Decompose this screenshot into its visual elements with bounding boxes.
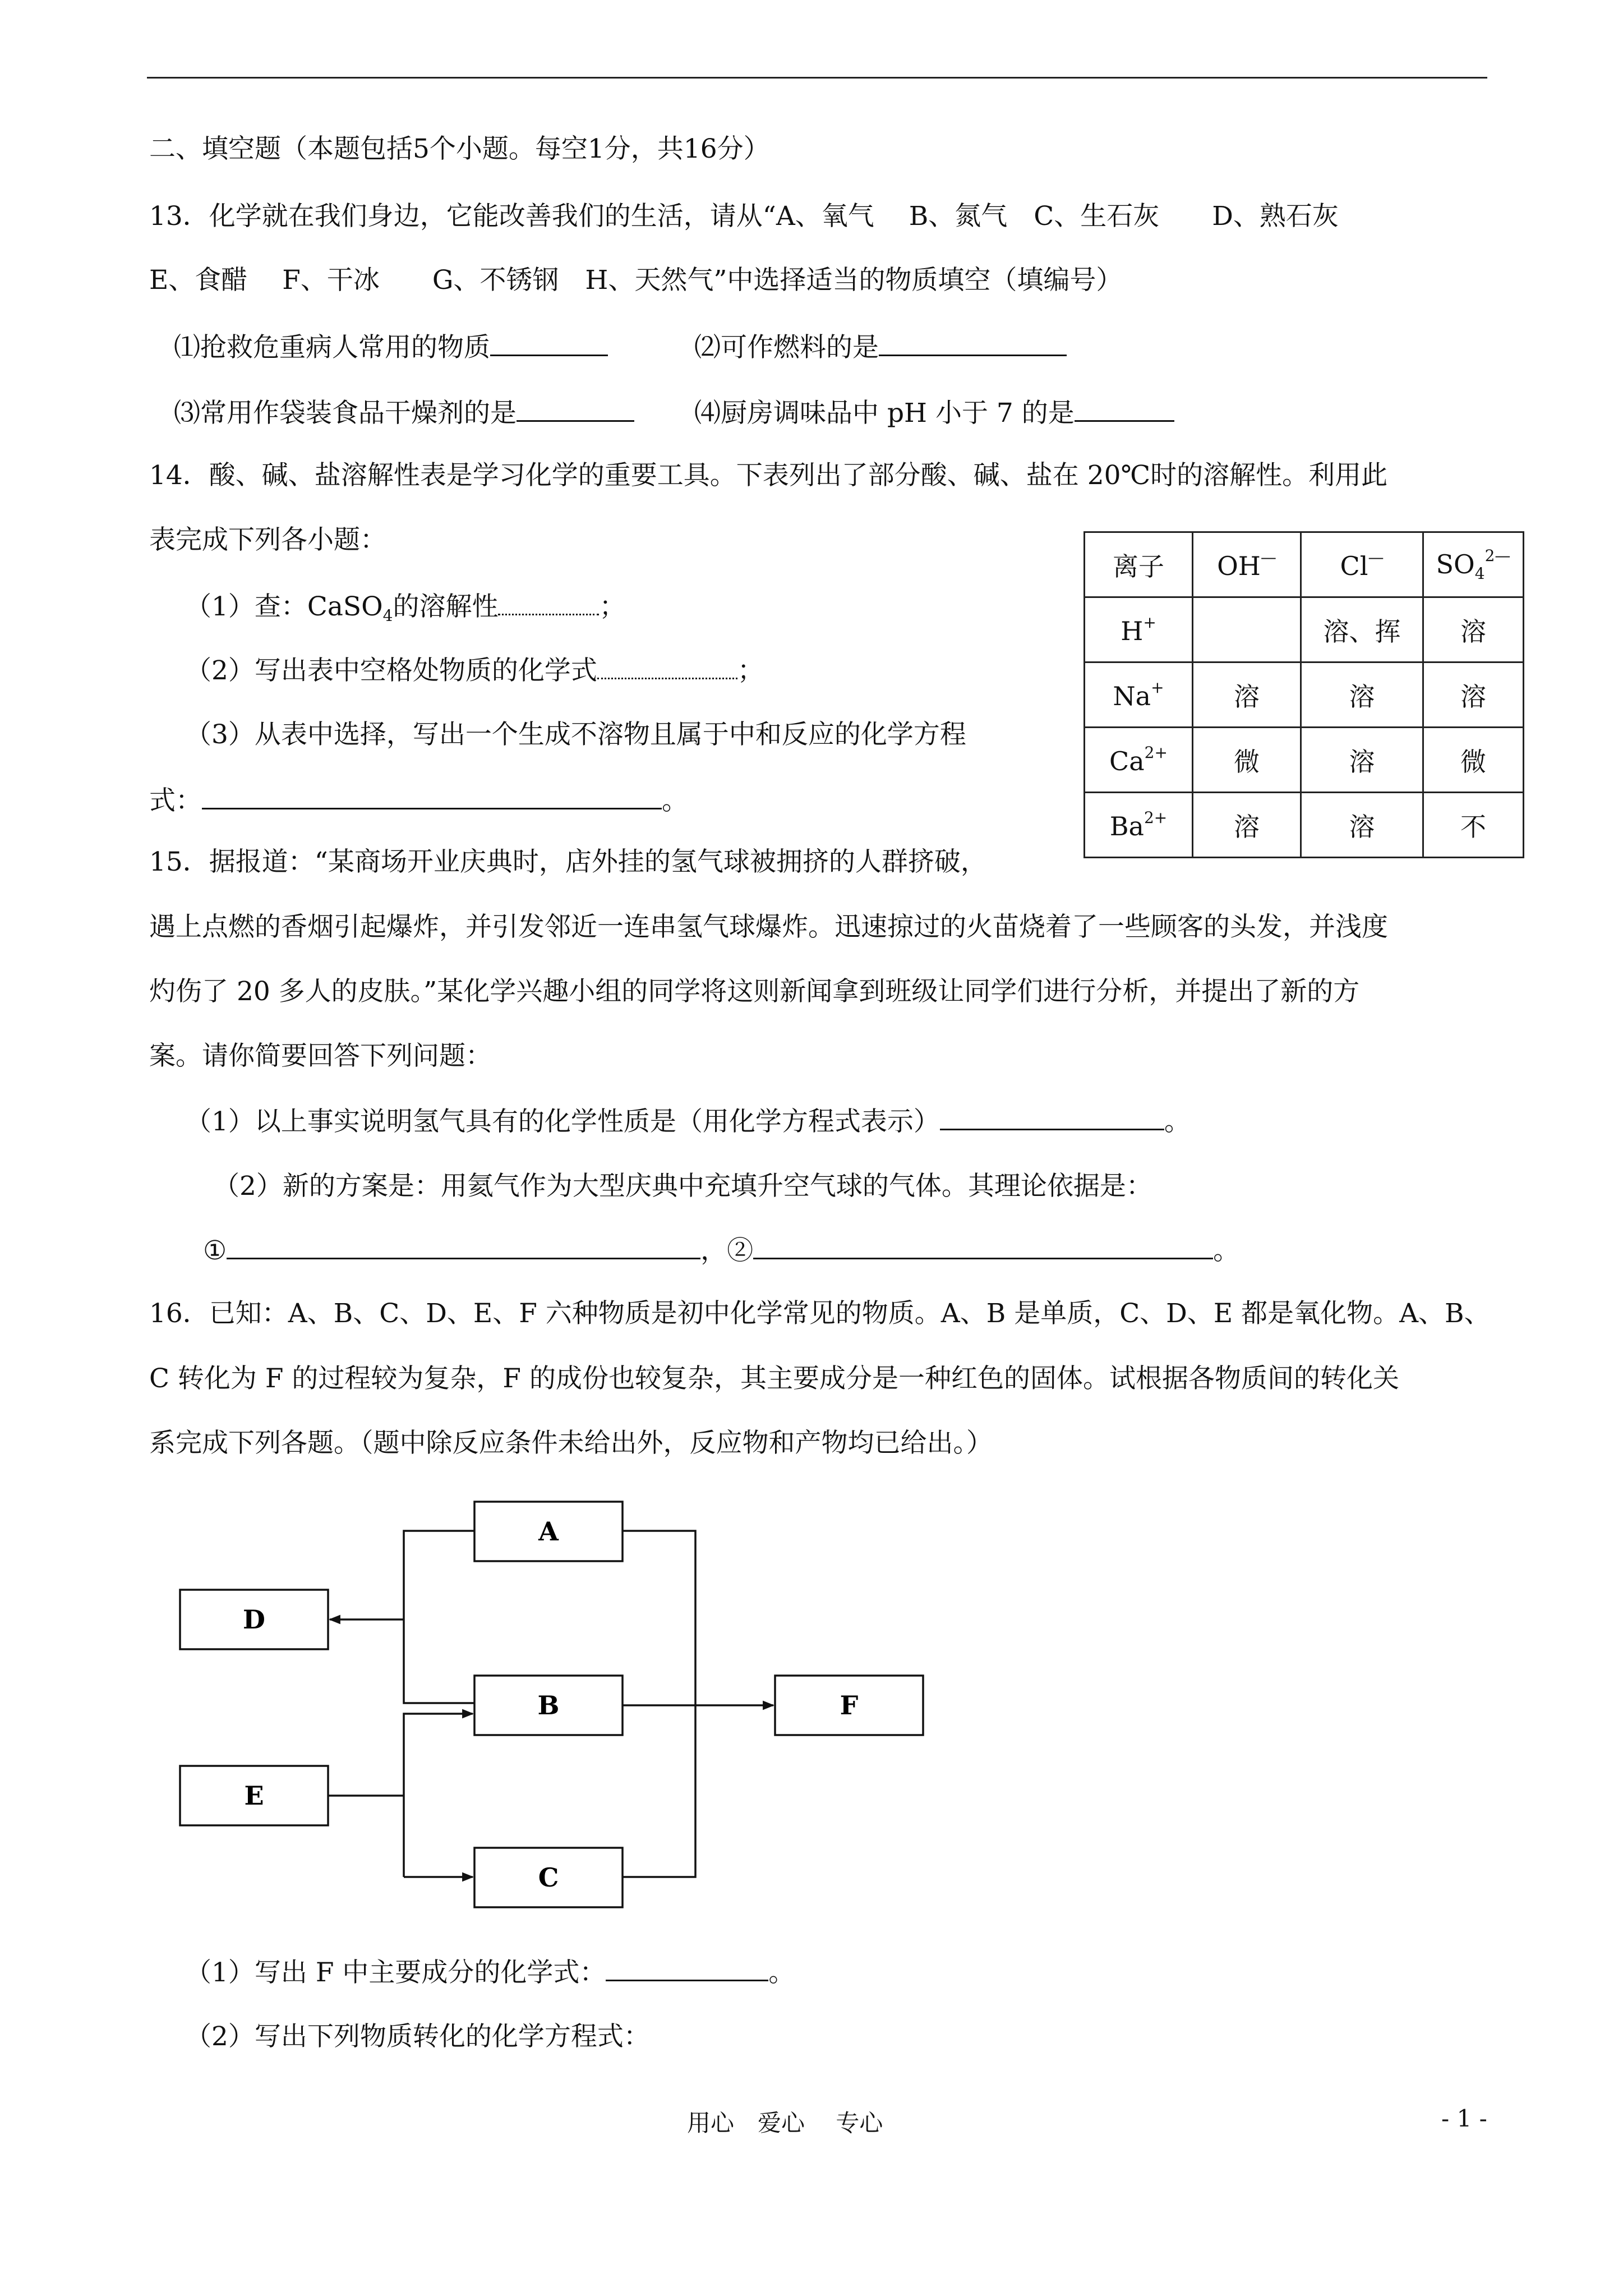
cell-cl: 溶 [1301, 728, 1423, 793]
section-header: 二、填空题（本题包括5个小题。每空1分，共16分） [149, 134, 770, 164]
q15-stem-line3: 灼伤了 20 多人的皮肤。”某化学兴趣小组的同学将这则新闻拿到班级让同学们进行分析，并提出了新的方 [149, 976, 1360, 1007]
cell-so4: 微 [1423, 728, 1524, 793]
cell-oh: 溶 [1193, 662, 1301, 728]
q13-part3-text: ⑶常用作袋装食品干燥剂的是 [174, 398, 517, 429]
box-d-label: D [243, 1604, 265, 1635]
row-ion: Na+ [1085, 662, 1193, 728]
q15-stem-line2: 遇上点燃的香烟引起爆炸，并引发邻近一连串氢气球爆炸。迅速掠过的火苗烧着了一些顾客的头发，并浅度 [149, 912, 1388, 942]
connector-abc [623, 1531, 695, 1877]
cell-so4: 不 [1423, 793, 1524, 858]
q15-part2-end: 。 [1213, 1235, 1240, 1266]
q16-part2: （2）写出下列物质转化的化学方程式： [185, 2021, 650, 2052]
cell-cl: 溶、挥 [1301, 597, 1423, 662]
cell-oh: 溶 [1193, 793, 1301, 858]
q15-circled-1: ① [203, 1235, 227, 1266]
box-f-label: F [840, 1690, 859, 1720]
q14-part3-end: 。 [662, 785, 688, 816]
q15-part1-end: 。 [1164, 1106, 1191, 1137]
header-oh: OH— [1193, 532, 1301, 597]
q14-part1-suffix: 的溶解性 [393, 591, 499, 622]
q16-stem-line2: C 转化为 F 的过程较为复杂，F 的成份也较复杂，其主要成分是一种红色的固体。试根据各物质间的转化关 [149, 1363, 1399, 1394]
box-a-label: A [538, 1516, 559, 1547]
row-ion: H+ [1085, 597, 1193, 662]
q15-stem-line1: 15．据报道：“某商场开业庆典时，店外挂的氢气球被拥挤的人群挤破， [149, 846, 987, 877]
header-so4: $SO_4^{2—}$ [1423, 532, 1524, 597]
row-ion: $Ba^{2+}$ [1085, 793, 1193, 858]
cell-cl: 溶 [1301, 793, 1423, 858]
q15-part2: （2）新的方案是：用氦气作为大型庆典中充填升空气球的气体。其理论依据是： [213, 1171, 1152, 1202]
q16-stem-line3: 系完成下列各题。（题中除反应条件未给出外，反应物和产物均已给出。） [149, 1428, 993, 1458]
q14-part1-subscript: 4 [382, 606, 393, 625]
cell-oh: 微 [1193, 728, 1301, 793]
header-ion: 离子 [1085, 532, 1193, 597]
page-number: - 1 - [1441, 2105, 1487, 2132]
q16-stem-line1: 16．已知：A、B、C、D、E、F 六种物质是初中化学常见的物质。A、B 是单质，C、D、E 都是氧化物。A、B、 [149, 1298, 1491, 1329]
box-b-label: B [537, 1690, 560, 1720]
q14-stem-line1: 14．酸、碱、盐溶解性表是学习化学的重要工具。下表列出了部分酸、碱、盐在 20℃时的溶解性。利用此 [149, 460, 1388, 491]
q16-part1 [185, 1955, 795, 1990]
arrow-to-b [404, 1714, 473, 1877]
q13-part2-text: ⑵可作燃料的是 [694, 332, 879, 363]
cell-so4: 溶 [1423, 662, 1524, 728]
q16-part1-end: 。 [768, 1957, 795, 1988]
cell-cl: 溶 [1301, 662, 1423, 728]
q14-part2-text: （2）写出表中空格处物质的化学式 [185, 655, 597, 686]
q13-part1-text: ⑴抢救危重病人常用的物质 [174, 332, 490, 363]
box-e-label: E [244, 1780, 264, 1811]
q14-part1-prefix: （1）查：CaSO [185, 591, 383, 622]
q15-separator: ，② [700, 1235, 754, 1266]
q14-stem-line2: 表完成下列各小题： [149, 524, 386, 555]
cell-so4: 溶 [1423, 597, 1524, 662]
header-cl: Cl— [1301, 532, 1423, 597]
q15-stem-line4: 案。请你简要回答下列问题： [149, 1041, 492, 1071]
box-c-label: C [538, 1862, 559, 1893]
connector-a-b [404, 1531, 474, 1703]
q13-part4-text: ⑷厨房调味品中 pH 小于 7 的是 [694, 398, 1075, 429]
q14-part1-end: ； [599, 591, 626, 622]
q13-stem-line2: E、食醋 F、干冰 G、不锈钢 H、天然气”中选择适当的物质填空（填编号） [149, 265, 1123, 296]
q14-part2-end: ； [737, 655, 764, 686]
q16-answer-blank-1[interactable] [606, 1955, 768, 1981]
q14-part3-prefix: 式： [149, 785, 202, 816]
q14-part3-line1: （3）从表中选择，写出一个生成不溶物且属于中和反应的化学方程 [185, 719, 966, 750]
q13-stem-line1: 13．化学就在我们身边，它能改善我们的生活，请从“A、氧气 B、氮气 C、生石灰 D、熟石灰 [149, 201, 1339, 232]
row-ion: $Ca^{2+}$ [1085, 728, 1193, 793]
footer-slogan: 用心 爱心 专心 [687, 2109, 883, 2137]
q15-part1-text: （1）以上事实说明氢气具有的化学性质是（用化学方程式表示） [185, 1106, 940, 1137]
q16-part1-text: （1）写出 F 中主要成分的化学式： [185, 1957, 606, 1988]
